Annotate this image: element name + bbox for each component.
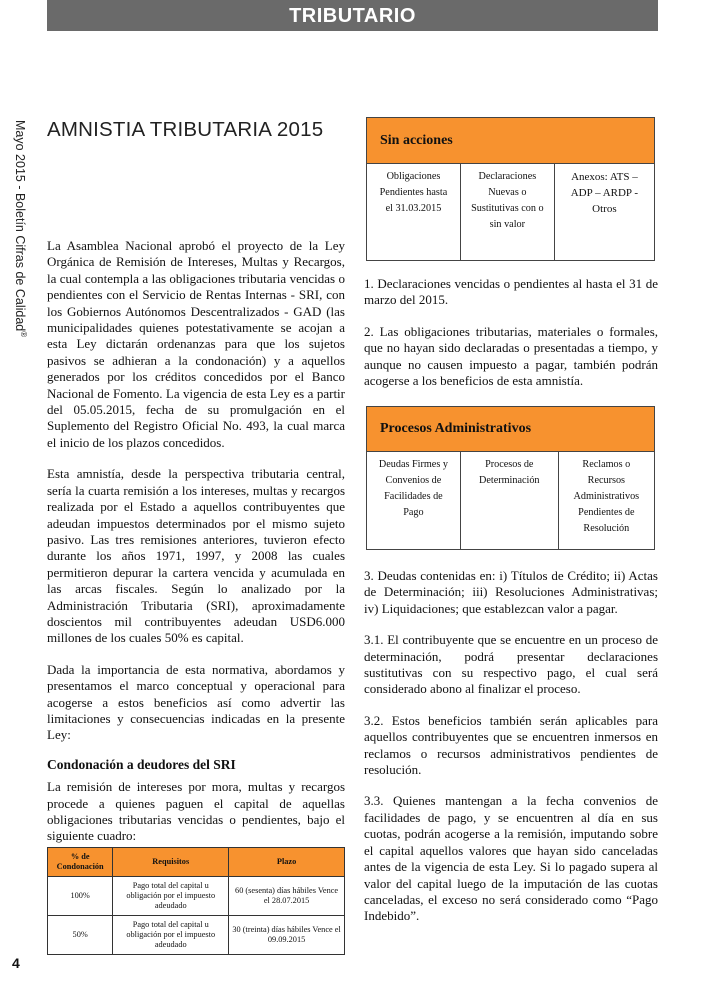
table-header: Requisitos: [113, 848, 229, 877]
issue-label: Mayo 2015 - Boletín Cifras de Calidad®: [12, 120, 28, 338]
paragraph: 1. Declaraciones vencidas o pendientes al hasta el 31 de marzo del 2015.: [364, 276, 658, 308]
registered-mark: ®: [19, 331, 28, 338]
condonation-table: [47, 847, 345, 955]
paragraph: 3. Deudas contenidas en: i) Títulos de Crédito; ii) Actas de Determinación; iii) Resoluciones Administrativas; iv) Liquidaciones; que establezcan valor a pagar.: [364, 568, 658, 616]
right-column-bottom: [364, 568, 658, 940]
table-row: [48, 877, 345, 916]
table-cell: 60 (sesenta) días hábiles Vence el 28.07.2015: [229, 877, 345, 916]
paragraph: 3.2. Estos beneficios también serán aplicables para aquellos contribuyentes que se encuentren inmersos en reclamos o recursos administrativos pendientes de resolución.: [364, 712, 658, 778]
paragraph: 3.1. El contribuyente que se encuentre en un proceso de determinación, podrá presentar declaraciones sustitutivas con su respectivo pago, el cual será considerado abono al finalizar el proceso.: [364, 632, 658, 697]
box-cell: Declaraciones Nuevas o Sustitutivas con o sin valor: [461, 164, 555, 260]
subheading: Condonación a deudores del SRI: [47, 756, 236, 772]
left-column: [47, 238, 345, 860]
paragraph: Esta amnistía, desde la perspectiva tributaria central, sería la cuarta remisión a los intereses, multas y recargos realizada por el Estado a aquellos contribuyentes que adeudan impuestos determinados por el mismo sujeto pasivo. Las tres remisiones anteriores, tuvieron efecto durante los años 1971, 1997, y 2008 las cuales permitieron depurar la cartera vencida y acumulada en las arcas fiscales. Según lo analizado por la Administración Tributaria (SRI), aproximadamente doscientos mil contribuyentes adeudan USD6.000 millones de los cuales 50% es capital.: [47, 466, 345, 646]
table-header-row: [48, 848, 345, 877]
paragraph: La Asamblea Nacional aprobó el proyecto de la Ley Orgánica de Remisión de Intereses, Multas y Recargos, la cual contempla a las obligaciones tributaria vencidas o pendientes con el Servicio de Rentas Internas - SRI, con los Gobiernos Autónomos Descentralizados - GAD (las municipalidades quienes potestativamente se acojan a esta Ley dictarán ordenanzas para que los sujetos pasivos se adhieran a la condonación) y a aquellos generados por los créditos concedidos por el Banco Nacional de Fomento. La vigencia de esta Ley es a partir del 05.05.2015, fecha de su promulgación en el Suplemento del Registro Oficial No. 493, la cual marca el inicio de los plazos concedidos.: [47, 238, 345, 450]
section-header: TRIBUTARIO: [47, 0, 658, 31]
box-cell: Reclamos o Recursos Administrativos Pendientes de Resolución: [573, 459, 640, 534]
paragraph: 3.3. Quienes mantengan a la fecha convenios de facilidades de pago, y se encuentren al día en sus cuotas, podrán acogerse a la remisión, imputando sobre el capital aquellos valores que hayan sido canceladas antes de la vigencia de esta Ley. Si lo pagado supera al valor del capital luego de la imputación de las cuotas canceladas, el exceso no será considerado como “Pago Indebido”.: [364, 793, 658, 924]
table-cell: 100%: [48, 877, 113, 916]
box-title: Sin acciones: [367, 118, 654, 164]
box-cell: Anexos: ATS – ADP – ARDP - Otros: [570, 171, 639, 215]
table-cell: 30 (treinta) días hábiles Vence el 09.09.2015: [229, 916, 345, 955]
paragraph: Dada la importancia de esta normativa, abordamos y presentamos el marco conceptual y operacional para acogerse a estos beneficios así como advertir las limitaciones y consecuencias indicadas en la presente Ley:: [47, 661, 345, 743]
page-number: 4: [12, 955, 20, 971]
table-cell: Pago total del capital u obligación por el impuesto adeudado: [113, 916, 229, 955]
table-header: % de Condonación: [48, 848, 113, 877]
paragraph: 2. Las obligaciones tributarias, materiales o formales, que no hayan sido declaradas o presentadas a tiempo, y aunque no causen impuesto a pagar, también podrán acogerse a los beneficios de esta amnistía.: [364, 323, 658, 389]
table-header: Plazo: [229, 848, 345, 877]
box-cell: Obligaciones Pendientes hasta el 31.03.2015: [367, 164, 461, 260]
table-cell: 50%: [48, 916, 113, 955]
box-cell: Procesos de Determinación: [461, 452, 559, 549]
box-cell: Deudas Firmes y Convenios de Facilidades de Pago: [367, 452, 461, 549]
article-title: AMNISTIA TRIBUTARIA 2015: [47, 118, 324, 141]
procesos-administrativos-box: [366, 406, 655, 550]
paragraph: La remisión de intereses por mora, multas y recargos procede a quienes paguen el capital de aquellas obligaciones tributarias vencidas o pendientes, bajo el siguiente cuadro:: [47, 779, 345, 844]
box-title: Procesos Administrativos: [367, 407, 654, 452]
right-column-top: [364, 276, 658, 404]
table-row: [48, 916, 345, 955]
table-cell: Pago total del capital u obligación por el impuesto adeudado: [113, 877, 229, 916]
sin-acciones-box: [366, 117, 655, 261]
